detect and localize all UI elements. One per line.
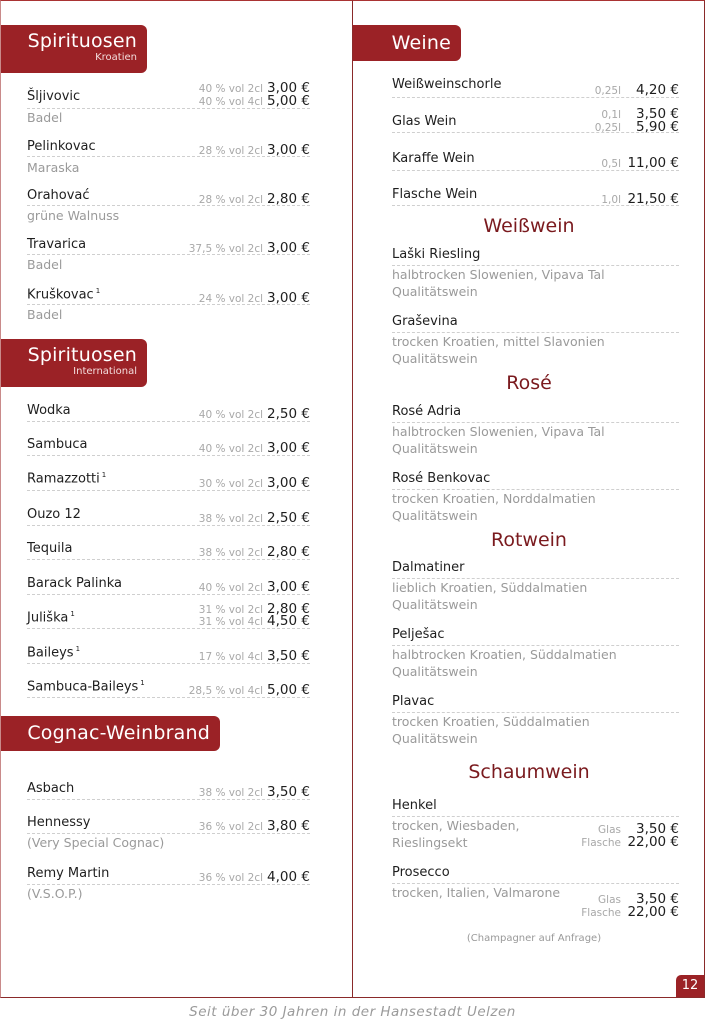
footnote-marker: 1 bbox=[140, 679, 145, 687]
section-title: Spirituosen bbox=[27, 344, 137, 366]
volume: 0,25l bbox=[594, 85, 621, 97]
divider bbox=[27, 490, 310, 491]
item-name-text: Kruškovac bbox=[27, 287, 94, 303]
menu-item bbox=[27, 188, 310, 228]
section-tab-spirituosen-kroatien bbox=[1, 25, 147, 73]
item-name-text: Sambuca-Baileys bbox=[27, 679, 139, 695]
price: 22,00 € bbox=[627, 904, 679, 920]
section-title: Cognac-Weinbrand bbox=[27, 722, 210, 744]
volume: 36 % vol 2cl bbox=[198, 872, 264, 884]
item-description: trocken Kroatien, Norddalmatien bbox=[392, 491, 596, 506]
volume: 40 % vol 2cl bbox=[198, 582, 264, 594]
item-name: Orahovać bbox=[27, 188, 90, 203]
left-page bbox=[0, 0, 353, 998]
item-description: halbtrocken Slowenien, Vipava Tal bbox=[392, 424, 605, 439]
item-description: trocken Kroatien, mittel Slavonien bbox=[392, 334, 605, 349]
item-quality: Qualitätswein bbox=[392, 441, 478, 456]
divider bbox=[27, 833, 310, 834]
volume: 36 % vol 2cl bbox=[198, 821, 264, 833]
price: 4,00 € bbox=[267, 869, 310, 885]
menu-item bbox=[27, 437, 310, 459]
item-name: Glas Wein bbox=[392, 114, 457, 129]
category-heading-weisswein: Weißwein bbox=[483, 215, 575, 237]
item-name-text: Ramazzotti bbox=[27, 471, 100, 487]
item-name bbox=[27, 679, 145, 694]
section-tab-cognac bbox=[1, 716, 220, 751]
price: 5,90 € bbox=[636, 119, 679, 135]
champagne-note: (Champagner auf Anfrage) bbox=[466, 933, 602, 944]
page-number: 12 bbox=[676, 975, 704, 997]
volume: 40 % vol 4cl bbox=[198, 96, 264, 108]
menu-item bbox=[27, 815, 310, 855]
menu-item bbox=[27, 287, 310, 327]
footnote-marker: 1 bbox=[95, 287, 101, 295]
menu-item bbox=[27, 598, 310, 630]
menu-item bbox=[392, 151, 679, 173]
item-name bbox=[27, 610, 75, 625]
volume: 0,1l bbox=[601, 109, 621, 121]
item-subtitle: Maraska bbox=[27, 160, 80, 175]
item-name-text: Juliška bbox=[27, 610, 69, 626]
price: 2,80 € bbox=[267, 191, 310, 207]
divider bbox=[392, 170, 679, 171]
menu-item bbox=[392, 471, 679, 527]
menu-item bbox=[27, 507, 310, 529]
item-name: Flasche Wein bbox=[392, 187, 478, 202]
section-subtitle: International bbox=[73, 366, 137, 377]
item-subtitle: (V.S.O.P.) bbox=[27, 886, 83, 901]
divider bbox=[27, 304, 310, 305]
divider bbox=[27, 884, 310, 885]
footnote-marker: 1 bbox=[70, 610, 75, 618]
item-subtitle: grüne Walnuss bbox=[27, 208, 120, 223]
divider bbox=[27, 156, 310, 157]
volume: 1,0l bbox=[601, 194, 621, 206]
item-description-2: Rieslingsekt bbox=[392, 835, 468, 850]
item-name-text: Baileys bbox=[27, 645, 74, 661]
menu-item bbox=[27, 781, 310, 803]
price: 5,00 € bbox=[267, 93, 310, 109]
item-name: Plavac bbox=[392, 694, 435, 709]
divider bbox=[27, 628, 310, 629]
menu-item bbox=[392, 103, 679, 133]
section-tab-spirituosen-international bbox=[1, 339, 147, 387]
item-quality: Qualitätswein bbox=[392, 597, 478, 612]
divider bbox=[27, 799, 310, 800]
divider bbox=[27, 594, 310, 595]
divider bbox=[392, 132, 679, 133]
item-name: Ouzo 12 bbox=[27, 507, 81, 522]
item-quality: Qualitätswein bbox=[392, 284, 478, 299]
item-description: halbtrocken Slowenien, Vipava Tal bbox=[392, 267, 605, 282]
menu-item bbox=[392, 865, 679, 921]
divider bbox=[27, 525, 310, 526]
section-title: Spirituosen bbox=[27, 30, 137, 52]
volume: 28,5 % vol 4cl bbox=[188, 685, 264, 697]
item-name bbox=[27, 471, 106, 486]
item-name: Pelješac bbox=[392, 627, 445, 642]
volume: 24 % vol 2cl bbox=[198, 293, 264, 305]
price: 3,00 € bbox=[267, 475, 310, 491]
price: 2,80 € bbox=[267, 544, 310, 560]
volume: 38 % vol 2cl bbox=[198, 513, 264, 525]
item-name: Remy Martin bbox=[27, 866, 110, 881]
price: 3,50 € bbox=[636, 891, 679, 907]
section-title: Weine bbox=[391, 32, 451, 54]
item-name bbox=[27, 645, 80, 660]
item-description: trocken, Italien, Valmarone bbox=[392, 885, 561, 900]
item-subtitle: Badel bbox=[27, 110, 63, 125]
menu-item bbox=[392, 247, 679, 303]
price: 3,00 € bbox=[267, 579, 310, 595]
volume: 0,5l bbox=[601, 158, 621, 170]
menu-item bbox=[27, 237, 310, 277]
item-name: Henkel bbox=[392, 798, 437, 813]
divider bbox=[27, 663, 310, 664]
divider bbox=[392, 97, 679, 98]
item-quality: Qualitätswein bbox=[392, 508, 478, 523]
footnote-marker: 1 bbox=[75, 645, 81, 653]
menu-item bbox=[392, 187, 679, 209]
item-subtitle: Badel bbox=[27, 257, 63, 272]
item-name: Prosecco bbox=[392, 865, 450, 880]
item-quality: Qualitätswein bbox=[392, 351, 478, 366]
menu-item bbox=[27, 541, 310, 563]
item-description: trocken, Wiesbaden, bbox=[392, 818, 520, 833]
divider bbox=[27, 455, 310, 456]
serving: Flasche bbox=[581, 837, 621, 849]
price: 3,00 € bbox=[267, 142, 310, 158]
item-name: Hennessy bbox=[27, 815, 91, 830]
price: 3,50 € bbox=[636, 821, 679, 837]
serving: Flasche bbox=[581, 907, 621, 919]
volume: 28 % vol 2cl bbox=[198, 145, 264, 157]
menu-item bbox=[392, 798, 679, 854]
volume: 0,25l bbox=[594, 122, 621, 134]
volume: 30 % vol 2cl bbox=[198, 478, 264, 490]
divider bbox=[27, 697, 310, 698]
volume: 31 % vol 4cl bbox=[198, 616, 264, 628]
menu-item bbox=[392, 314, 679, 370]
category-heading-rose: Rosé bbox=[506, 372, 552, 394]
menu-item bbox=[27, 139, 310, 179]
item-name: Rosé Benkovac bbox=[392, 471, 491, 486]
category-heading-schaumwein: Schaumwein bbox=[468, 761, 590, 783]
price: 2,80 € bbox=[267, 601, 310, 617]
price: 3,00 € bbox=[267, 80, 310, 96]
divider bbox=[27, 421, 310, 422]
section-subtitle: Kroatien bbox=[95, 52, 137, 63]
item-name bbox=[27, 287, 100, 302]
volume: 38 % vol 2cl bbox=[198, 547, 264, 559]
item-name: Wodka bbox=[27, 403, 71, 418]
price: 3,00 € bbox=[267, 290, 310, 306]
item-name: Šljivovic bbox=[27, 89, 81, 104]
item-name: Rosé Adria bbox=[392, 404, 462, 419]
item-name: Dalmatiner bbox=[392, 560, 465, 575]
price: 22,00 € bbox=[627, 834, 679, 850]
menu-item bbox=[27, 471, 310, 493]
item-description: lieblich Kroatien, Süddalmatien bbox=[392, 580, 588, 595]
volume: 28 % vol 2cl bbox=[198, 194, 264, 206]
menu-item bbox=[392, 627, 679, 683]
price: 3,50 € bbox=[267, 784, 310, 800]
price: 3,50 € bbox=[636, 106, 679, 122]
item-name: Pelinkovac bbox=[27, 139, 96, 154]
volume: 37,5 % vol 2cl bbox=[188, 243, 264, 255]
divider bbox=[392, 205, 679, 206]
menu-item bbox=[392, 694, 679, 750]
volume: 17 % vol 4cl bbox=[198, 651, 264, 663]
section-tab-weine bbox=[353, 25, 461, 61]
price: 2,50 € bbox=[267, 406, 310, 422]
divider bbox=[27, 254, 310, 255]
menu-item bbox=[392, 404, 679, 460]
divider bbox=[27, 205, 310, 206]
volume: 40 % vol 2cl bbox=[198, 409, 264, 421]
item-name: Travarica bbox=[27, 237, 87, 252]
item-name: Asbach bbox=[27, 781, 75, 796]
menu-item bbox=[392, 77, 679, 99]
item-name: Sambuca bbox=[27, 437, 88, 452]
item-subtitle: (Very Special Cognac) bbox=[27, 835, 165, 850]
price: 3,00 € bbox=[267, 440, 310, 456]
item-name: Tequila bbox=[27, 541, 73, 556]
serving: Glas bbox=[598, 824, 621, 836]
item-name: Laški Riesling bbox=[392, 247, 481, 262]
footer-tagline: Seit über 30 Jahren in der Hansestadt Uelzen bbox=[189, 1004, 516, 1020]
item-subtitle: Badel bbox=[27, 307, 63, 322]
item-quality: Qualitätswein bbox=[392, 731, 478, 746]
menu-item bbox=[27, 645, 310, 667]
menu-item bbox=[27, 679, 310, 701]
item-description: halbtrocken Kroatien, Süddalmatien bbox=[392, 647, 617, 662]
item-description: trocken Kroatien, Süddalmatien bbox=[392, 714, 590, 729]
volume: 40 % vol 2cl bbox=[198, 443, 264, 455]
serving: Glas bbox=[598, 894, 621, 906]
divider bbox=[27, 108, 310, 109]
right-page bbox=[353, 0, 705, 998]
price: 3,80 € bbox=[267, 818, 310, 834]
price: 2,50 € bbox=[267, 510, 310, 526]
item-name: Weißweinschorle bbox=[392, 77, 502, 92]
item-name: Karaffe Wein bbox=[392, 151, 475, 166]
price: 21,50 € bbox=[627, 191, 679, 207]
volume: 31 % vol 2cl bbox=[198, 604, 264, 616]
volume: 40 % vol 2cl bbox=[198, 83, 264, 95]
price: 3,50 € bbox=[267, 648, 310, 664]
price: 4,20 € bbox=[636, 82, 679, 98]
item-name: Graševina bbox=[392, 314, 458, 329]
menu-item bbox=[392, 560, 679, 616]
price: 5,00 € bbox=[267, 682, 310, 698]
price: 11,00 € bbox=[627, 155, 679, 171]
footnote-marker: 1 bbox=[101, 471, 107, 479]
menu-item bbox=[27, 403, 310, 425]
menu-item bbox=[27, 866, 310, 906]
divider bbox=[27, 559, 310, 560]
price: 4,50 € bbox=[267, 613, 310, 629]
item-quality: Qualitätswein bbox=[392, 664, 478, 679]
category-heading-rotwein: Rotwein bbox=[491, 529, 567, 551]
menu-item bbox=[27, 576, 310, 598]
volume: 38 % vol 2cl bbox=[198, 787, 264, 799]
item-name: Barack Palinka bbox=[27, 576, 122, 591]
menu-item bbox=[27, 77, 310, 127]
price: 3,00 € bbox=[267, 240, 310, 256]
